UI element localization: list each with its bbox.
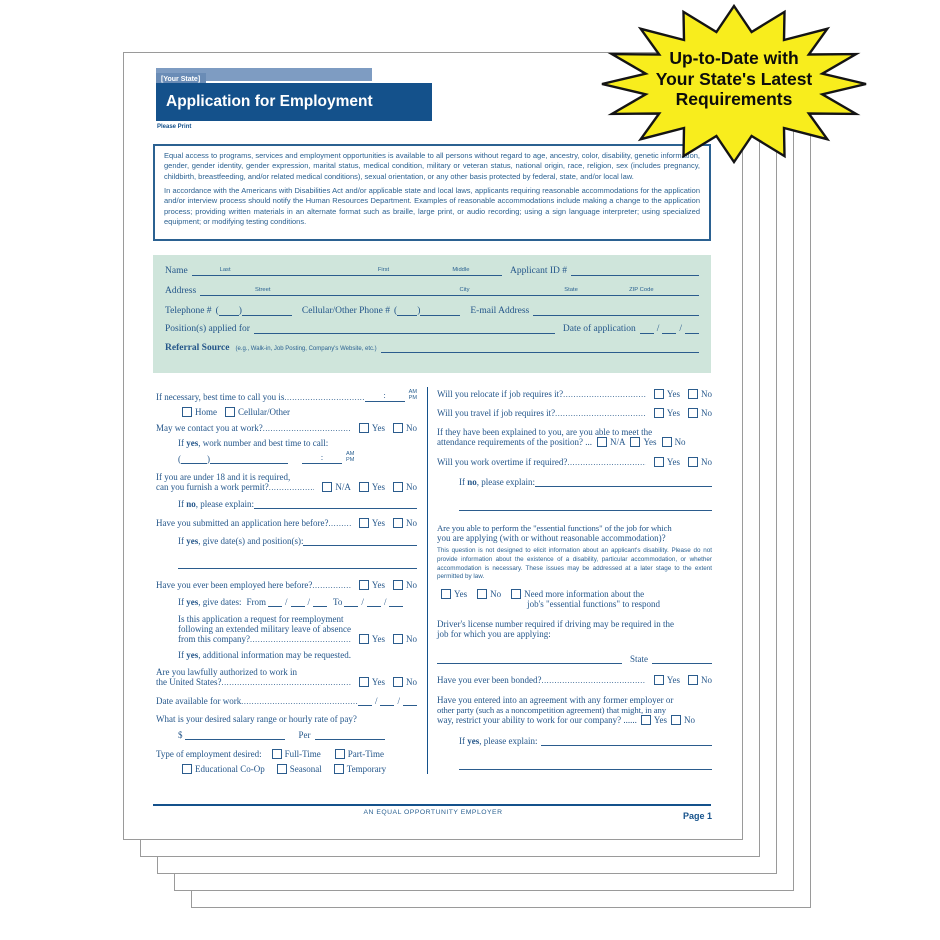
checkbox-full-time[interactable] [272, 749, 282, 759]
checkbox-no[interactable] [688, 675, 698, 685]
date-of-application-label: Date of application [562, 324, 636, 334]
am-pm-label [346, 451, 354, 464]
dot-leader [312, 580, 350, 590]
no-label: No [701, 457, 712, 467]
am-label: AM [408, 389, 417, 395]
na-label: N/A [335, 481, 351, 492]
position-field[interactable] [254, 323, 555, 334]
yes-label: Yes [371, 517, 385, 528]
badge-text-line1: Up-to-Date with [669, 48, 799, 68]
checkbox-yes[interactable] [359, 423, 369, 433]
close-paren: ) [238, 306, 242, 316]
salary-field[interactable] [185, 729, 285, 740]
under-18-line1: If you are under 18 and it is required, [156, 471, 291, 482]
per-label: Per [298, 729, 311, 740]
no-label: No [406, 422, 417, 433]
name-sublabel-last: Last [219, 267, 231, 273]
checkbox-no[interactable] [393, 482, 403, 492]
authorized-label: the United States? [156, 676, 222, 687]
page-number: Page 1 [682, 811, 712, 821]
agreement-line2: other party (such as a noncompetition agreement) that might, in any [437, 705, 666, 716]
ifno-explain-field-2[interactable] [459, 500, 712, 511]
educational-coop-label: Educational Co-Op [195, 763, 265, 774]
checkbox-no[interactable] [662, 437, 672, 447]
telephone-area-field[interactable] [219, 305, 239, 316]
na-label: N/A [609, 437, 626, 447]
dot-leader [563, 389, 646, 399]
reemployment-label: from this company? [178, 633, 250, 644]
pm-label: PM [346, 457, 355, 464]
checkbox-yes[interactable] [441, 589, 451, 599]
license-state-label: State [630, 654, 648, 665]
work-number-row [178, 451, 417, 464]
open-paren: ( [178, 453, 181, 464]
position-row [165, 323, 699, 334]
please-print-note: Please Print [157, 124, 192, 130]
ifno-explain-label: If no, please explain: [459, 477, 535, 487]
cellular-area-field[interactable] [397, 305, 417, 316]
checkbox-no[interactable] [688, 457, 698, 467]
dot-leader [328, 518, 350, 528]
checkbox-no[interactable] [393, 677, 403, 687]
state-tab-label: [Your State] [156, 73, 206, 86]
checkbox-seasonal[interactable] [277, 764, 287, 774]
ifno-explain-field[interactable] [254, 498, 417, 509]
work-number-field[interactable] [210, 453, 288, 464]
dot-leader [567, 457, 646, 467]
relocate-label: Will you relocate if job requires it? [437, 389, 564, 399]
bonded-row [437, 675, 712, 685]
email-label: E-mail Address [470, 306, 530, 316]
checkbox-cellular-other[interactable] [225, 407, 235, 417]
checkbox-yes[interactable] [630, 437, 640, 447]
no-label: No [406, 676, 417, 687]
checkbox-no[interactable] [393, 423, 403, 433]
attendance-line1: If they have been explained to you, are you able to meet the [437, 427, 653, 437]
travel-row [437, 408, 712, 418]
checkbox-home[interactable] [182, 407, 192, 417]
salary-question: What is your desired salary range or hourly rate of pay? [156, 713, 357, 724]
checkbox-no[interactable] [671, 715, 681, 725]
equal-access-paragraph: Equal access to programs, services and employment opportunities is available to all persons without regard to age, ancestry, color, disability, genetic information, gender, gender identity, gender expression, marital status, medical condition, military or veteran status, national origin, race, religion, sex (includes pregnancy, childbirth, breastfeeding, and/or related medical conditions), sexual orientation, or any other basis protected by federal, state, and/or local law. [164, 151, 700, 181]
referral-row [165, 342, 699, 353]
dates-positions-field-2[interactable] [178, 558, 417, 569]
agreement-label: way, restrict your ability to work for our company? ...... [437, 715, 637, 726]
no-label: No [674, 437, 686, 447]
date-available-field [358, 695, 417, 706]
yes-label: Yes [371, 422, 385, 433]
no-label: No [406, 579, 417, 590]
ifyes-explain-field[interactable] [541, 735, 712, 746]
applicant-id-label: Applicant ID # [510, 266, 567, 276]
yes-label: Yes [371, 676, 385, 687]
checkbox-no[interactable] [393, 518, 403, 528]
from-label: From [246, 596, 267, 607]
checkbox-no[interactable] [393, 634, 403, 644]
address-sublabel-street: Street [255, 287, 271, 293]
license-state-field[interactable] [652, 653, 712, 664]
work-permit-label: can you furnish a work permit? [156, 481, 269, 492]
checkbox-educational-coop[interactable] [182, 764, 192, 774]
license-row [437, 653, 712, 664]
checkbox-no[interactable] [688, 389, 698, 399]
yes-label: Yes [666, 408, 680, 418]
phone-row [165, 305, 699, 316]
pm-label: PM [408, 395, 417, 402]
date-field[interactable] [662, 323, 676, 334]
address-sublabel-state: State [564, 287, 578, 293]
best-time-label: If necessary, best time to call you is [156, 391, 285, 402]
per-field[interactable] [315, 729, 385, 740]
to-date-field [344, 596, 403, 607]
checkbox-yes[interactable] [654, 389, 664, 399]
open-paren: ( [215, 306, 219, 316]
dot-leader [263, 423, 351, 433]
colon: : [320, 452, 324, 462]
employment-type-row [156, 749, 417, 759]
ifyes-work-number-label: If yes, work number and best time to call: [178, 437, 329, 448]
dot-leader [555, 408, 646, 418]
date-field[interactable] [344, 596, 358, 607]
slash: / [374, 695, 378, 706]
yes-label: Yes [371, 633, 385, 644]
date-field[interactable] [291, 596, 305, 607]
badge-text-line2: Your State's Latest [655, 68, 813, 89]
no-label: No [683, 715, 695, 726]
employed-before-label: Have you ever been employed here before? [156, 579, 313, 590]
dot-leader [541, 675, 645, 685]
essential-response-row [437, 589, 712, 609]
slash: / [656, 324, 660, 334]
address-sublabel-city: City [459, 287, 470, 293]
best-time-field[interactable] [365, 391, 405, 402]
applicant-id-field[interactable] [571, 265, 699, 276]
continuation-line-row [178, 558, 417, 569]
ifno-explain-row [178, 498, 417, 509]
reemployment-row [178, 634, 417, 644]
cellular-other-label: Cellular/Other [238, 406, 290, 417]
questions-columns [156, 387, 712, 774]
name-sublabel-first: First [377, 267, 390, 273]
authorized-row [156, 677, 417, 687]
badge-text-line3: Requirements [675, 89, 793, 110]
dot-leader [250, 634, 351, 644]
continuation-line-row [459, 759, 712, 770]
am-pm-label [409, 389, 417, 402]
applicant-identity-section [153, 255, 711, 373]
license-line1: Driver's license number required if driving may be required in the [437, 619, 675, 630]
ifyes-dates-positions-label: If yes, give date(s) and position(s): [178, 535, 304, 546]
attendance-row [437, 437, 712, 447]
ifyes-dates-row [178, 596, 417, 607]
slash: / [361, 596, 364, 607]
telephone-field[interactable] [242, 305, 292, 316]
cellular-label: Cellular/Other Phone # [301, 306, 391, 316]
checkbox-yes[interactable] [654, 675, 664, 685]
checkbox-yes[interactable] [359, 677, 369, 687]
checkbox-temporary[interactable] [334, 764, 344, 774]
address-label: Address [165, 286, 197, 296]
agreement-line1: Have you entered into an agreement with any former employer or [437, 695, 674, 706]
authorized-line1: Are you lawfully authorized to work in [156, 666, 297, 677]
right-question-column [427, 387, 712, 774]
am-label: AM [346, 450, 355, 457]
submitted-before-row [156, 518, 417, 528]
cellular-field[interactable] [420, 305, 460, 316]
equal-opportunity-footer: AN EQUAL OPPORTUNITY EMPLOYER [363, 809, 503, 816]
date-field[interactable] [358, 695, 372, 706]
date-field[interactable] [313, 596, 327, 607]
essential-functions-q-line1: Are you able to perform the "essential functions" of the job for which [437, 523, 672, 533]
checkbox-yes[interactable] [654, 408, 664, 418]
yes-label: Yes [643, 437, 657, 447]
ifno-explain-label: If no, please explain: [178, 498, 254, 509]
slash: / [307, 596, 311, 607]
ifno-explain-field[interactable] [535, 476, 712, 487]
dot-leader [269, 482, 315, 492]
travel-label: Will you travel if job requires it? [437, 408, 556, 418]
checkbox-no[interactable] [393, 580, 403, 590]
slash: / [679, 324, 682, 334]
ifyes-explain-label: If yes, please explain: [459, 736, 538, 747]
essential-functions-note: This question is not designed to elicit information about an applicant's disability. Please do not provide information about the existence of a disability, particular accommodation, or whether accommodation is necessary. These issues may be addressed at a later stage to the extent permitted by law. [437, 547, 712, 581]
referral-source-field[interactable] [381, 342, 699, 353]
slash: / [397, 695, 400, 706]
date-field[interactable] [640, 323, 654, 334]
no-label: No [406, 633, 417, 644]
referral-source-label: Referral Source [165, 343, 230, 353]
date-field[interactable] [367, 596, 381, 607]
checkbox-na[interactable] [597, 437, 607, 447]
date-field[interactable] [389, 596, 403, 607]
checkbox-yes[interactable] [359, 580, 369, 590]
reemployment-line2: following an extended military leave of absence [178, 623, 351, 634]
checkbox-yes[interactable] [359, 518, 369, 528]
colon: : [383, 390, 386, 400]
ifyes-additional-note: If yes, additional information may be requested. [178, 649, 351, 660]
employment-type-row2 [178, 764, 417, 774]
checkbox-no[interactable] [688, 408, 698, 418]
checkbox-need-info[interactable] [511, 589, 521, 599]
checkbox-yes[interactable] [654, 457, 664, 467]
date-field[interactable] [380, 695, 394, 706]
dot-leader [221, 677, 350, 687]
date-field[interactable] [268, 596, 282, 607]
continuation-line-row [459, 500, 712, 511]
date-field[interactable] [403, 695, 417, 706]
left-question-column [156, 387, 427, 774]
checkbox-yes[interactable] [359, 482, 369, 492]
from-date-field [268, 596, 327, 607]
ifyes-explain-row [459, 735, 712, 746]
footer-rule [153, 804, 711, 806]
no-label: No [490, 589, 502, 600]
work-permit-row [156, 482, 417, 492]
need-info-label [524, 589, 660, 609]
date-available-label: Date available for work [156, 695, 242, 706]
close-paren: ) [207, 453, 210, 464]
badge-text [592, 48, 876, 110]
need-info-line2: job's "essential functions" to respond [527, 599, 661, 610]
ifyes-explain-field-2[interactable] [459, 759, 712, 770]
name-row [165, 265, 699, 276]
ada-paragraph: In accordance with the Americans with Disabilities Act and/or applicable state and local laws, applicants requiring reasonable accommodations for the application and/or interview process should notify the Human Resources Department. Examples of reasonable accommodations include making a change to the application process; providing written materials in an alternate format such as braille, large print, or audio recording; using a sign language interpreter; using specialized equipment; or modifying testing conditions. [164, 186, 700, 227]
relocate-row [437, 389, 712, 399]
bonded-label: Have you ever been bonded? [437, 675, 542, 686]
checkbox-yes[interactable] [641, 715, 651, 725]
state-header-bar [156, 68, 372, 81]
name-label: Name [165, 266, 188, 276]
no-label: No [701, 675, 712, 686]
referral-source-hint: (e.g., Walk-in, Job Posting, Company's Website, etc.) [235, 346, 377, 352]
no-label: No [406, 517, 417, 528]
agreement-row [437, 715, 712, 725]
name-sublabel-middle: Middle [452, 267, 470, 273]
yes-label: Yes [371, 481, 385, 492]
overtime-row [437, 457, 712, 467]
dollar-sign: $ [178, 729, 183, 740]
reemployment-line1: Is this application a request for reemployment [178, 613, 344, 624]
yes-label: Yes [653, 715, 667, 726]
position-label: Position(s) applied for [165, 324, 250, 334]
contact-at-work-label: May we contact you at work? [156, 422, 263, 433]
email-field[interactable] [533, 305, 699, 316]
name-field[interactable] [192, 265, 502, 276]
date-available-row [156, 695, 417, 706]
ifyes-dates-label: If yes, give dates: [178, 596, 242, 607]
telephone-label: Telephone # [165, 306, 212, 316]
slash: / [383, 596, 387, 607]
checkbox-no[interactable] [477, 589, 487, 599]
seasonal-label: Seasonal [289, 763, 322, 774]
close-paren: ) [417, 306, 421, 316]
slash: / [285, 596, 288, 607]
ifyes-dates-positions-row [178, 535, 417, 546]
no-label: No [701, 389, 712, 399]
attendance-label: attendance requirements of the position? ... [437, 437, 592, 447]
no-label: No [406, 481, 417, 492]
overtime-label: Will you work overtime if required? [437, 457, 568, 467]
ifyes-work-number-row [178, 438, 417, 448]
address-field[interactable] [200, 285, 699, 296]
best-time-row [156, 389, 417, 402]
home-label: Home [195, 406, 217, 417]
checkbox-part-time[interactable] [335, 749, 345, 759]
yes-label: Yes [666, 389, 680, 399]
date-field[interactable] [685, 323, 699, 334]
work-area-field[interactable] [181, 453, 207, 464]
checkbox-yes[interactable] [359, 634, 369, 644]
part-time-label: Part-Time [347, 748, 384, 759]
employed-before-row [156, 580, 417, 590]
phone-type-row [178, 407, 417, 417]
to-label: To [333, 596, 343, 607]
contact-at-work-row [156, 423, 417, 433]
license-line2: job for which you are applying: [437, 629, 551, 640]
yes-label: Yes [666, 675, 680, 686]
dates-positions-field[interactable] [303, 535, 417, 546]
open-paren: ( [394, 306, 398, 316]
need-info-line1: Need more information about the [524, 589, 645, 600]
ifno-explain-row [459, 476, 712, 487]
submitted-before-label: Have you submitted an application here before? [156, 517, 329, 528]
form-title: Application for Employment [156, 83, 432, 121]
full-time-label: Full-Time [284, 748, 321, 759]
essential-functions-q-line2: you are applying (with or without reasonable accommodation)? [437, 533, 666, 543]
temporary-label: Temporary [346, 763, 387, 774]
yes-label: Yes [371, 579, 385, 590]
address-row [165, 285, 699, 296]
dot-leader [284, 392, 364, 402]
dot-leader [241, 696, 358, 706]
date-of-application-field [640, 323, 699, 334]
employment-type-label: Type of employment desired: [156, 748, 262, 759]
no-label: No [701, 408, 712, 418]
work-time-field[interactable] [302, 453, 342, 464]
yes-label: Yes [666, 457, 680, 467]
salary-row [178, 729, 417, 740]
license-number-field[interactable] [437, 653, 622, 664]
checkbox-na[interactable] [322, 482, 332, 492]
address-sublabel-zip: ZIP Code [629, 287, 654, 293]
yes-label: Yes [454, 589, 468, 600]
